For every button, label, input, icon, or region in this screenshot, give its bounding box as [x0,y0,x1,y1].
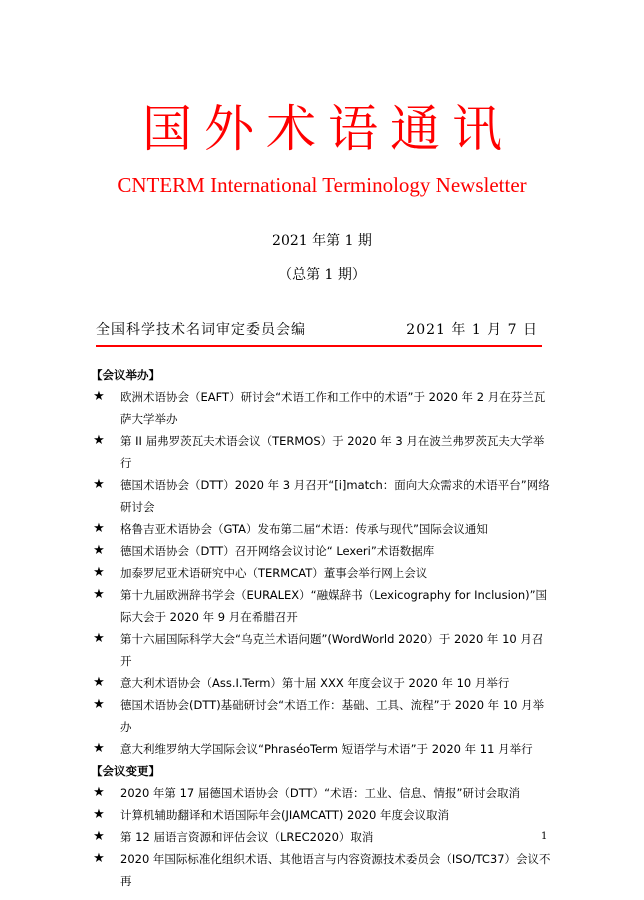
star-icon: ★ [93,587,105,602]
star-icon: ★ [93,433,105,448]
star-icon: ★ [93,477,105,492]
list-item [92,782,554,804]
star-icon: ★ [93,829,105,844]
star-icon: ★ [93,631,105,646]
section-meetings-held [92,364,554,760]
list-item [92,848,554,892]
star-icon: ★ [93,521,105,536]
list-item [92,672,554,694]
section-heading: 【会议举办】 [91,368,160,382]
list-item-text: 欧洲术语协会（EAFT）研讨会“术语工作和工作中的术语”于 2020 年 2 月在芬兰瓦萨大学举办 [120,390,546,426]
masthead-row [96,320,542,340]
star-icon: ★ [93,565,105,580]
list-item-text: 2020 年第 17 届德国术语协会（DTT）“术语：工业、信息、情报”研讨会取消 [120,786,520,800]
list-item [92,562,554,584]
list-item-text: 第十九届欧洲辞书学会（EURALEX）“融媒辞书（Lexicography for Inclusion)”国际大会于 2020 年 9 月在希腊召开 [120,588,548,624]
list-item-text: 德国术语协会（DTT）2020 年 3 月召开“[i]match：面向大众需求的术语平台”网络研讨会 [120,478,550,514]
list-item [92,540,554,562]
list-item [92,430,554,474]
list-item [92,518,554,540]
list-item-text: 加泰罗尼亚术语研究中心（TERMCAT）董事会举行网上会议 [120,566,428,580]
list-item [92,628,554,672]
section-meetings-changed [92,760,554,892]
list-item [92,386,554,430]
newsletter-title: 国外术语通讯 [142,100,514,158]
star-icon: ★ [93,389,105,404]
star-icon: ★ [93,675,105,690]
list-item-text: 德国术语协会(DTT)基础研讨会“术语工作：基础、工具、流程”于 2020 年 10 月举办 [120,698,545,734]
list-item [92,826,554,848]
list-item-text: 意大利术语协会（Ass.I.Term）第十届 XXX 年度会议于 2020 年 10 月举行 [120,676,510,690]
star-icon: ★ [93,697,105,712]
list-item-text: 德国术语协会（DTT）召开网络会议讨论“ Lexeri”术语数据库 [120,544,435,558]
star-icon: ★ [93,851,105,866]
star-icon: ★ [93,807,105,822]
list-item [92,694,554,738]
list-item-text: 第 II 届弗罗茨瓦夫术语会议（TERMOS）于 2020 年 3 月在波兰弗罗茨瓦夫大学举行 [120,434,545,470]
star-icon: ★ [93,543,105,558]
star-icon: ★ [93,741,105,756]
newsletter-contents [92,364,554,892]
list-item-text: 意大利维罗纳大学国际会议“PhraséoTerm 短语学与术语”于 2020 年 11 月举行 [120,742,533,756]
list-item [92,474,554,518]
list-item [92,804,554,826]
list-item-text: 计算机辅助翻译和术语国际年会(JIAMCATT) 2020 年度会议取消 [120,808,449,822]
list-item-text: 第十六届国际科学大会“乌克兰术语问题”(WordWorld 2020）于 2020 年 10 月召开 [120,632,544,668]
list-item-text: 2020 年国际标准化组织术语、其他语言与内容资源技术委员会（ISO/TC37）会议不再 [120,852,551,888]
total-issue-number: （总第 1 期） [278,267,366,283]
star-icon: ★ [93,785,105,800]
list-item-text: 格鲁吉亚术语协会（GTA）发布第二届“术语：传承与现代”国际会议通知 [120,522,488,536]
publication-date: 2021 年 1 月 7 日 [406,322,538,338]
page-number: 1 [541,831,548,842]
issue-number: 2021 年第 1 期 [272,233,372,249]
section-heading: 【会议变更】 [91,764,160,778]
editor-line: 全国科学技术名词审定委员会编 [96,322,306,338]
list-item [92,738,554,760]
list-item [92,584,554,628]
header-divider [96,345,542,347]
list-item-text: 第 12 届语言资源和评估会议（LREC2020）取消 [120,830,374,844]
newsletter-subtitle: CNTERM International Terminology Newsletter [117,173,527,197]
